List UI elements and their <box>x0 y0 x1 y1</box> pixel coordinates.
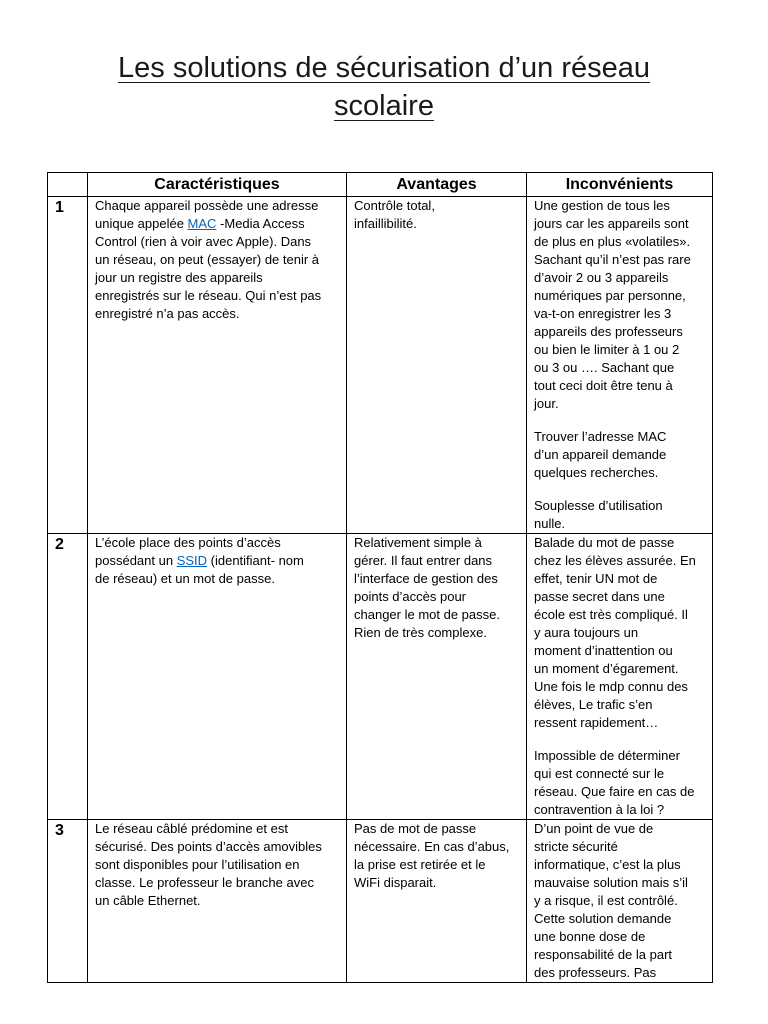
text-line: d’un appareil demande <box>534 447 667 462</box>
table-header-row <box>48 173 713 197</box>
text-line: points d’accès pour <box>354 589 467 604</box>
paragraph <box>534 497 708 533</box>
cell-caracteristiques <box>88 820 347 983</box>
page-title-text: Les solutions de sécurisation d’un réseau <box>118 52 650 84</box>
paragraph <box>534 820 708 982</box>
text-line: réseau. Que faire en cas de <box>534 784 695 799</box>
header-caracteristiques: Caractéristiques <box>88 173 347 197</box>
text-fragment: (identifiant- nom <box>207 553 304 568</box>
table-body <box>48 197 713 983</box>
cell-avantages <box>347 197 527 534</box>
paragraph <box>534 428 708 482</box>
text-line: Le réseau câblé prédomine et est <box>95 821 288 836</box>
comparison-table <box>47 172 713 983</box>
text-line: Contrôle total, <box>354 198 435 213</box>
text-line: nécessaire. En cas d’abus, <box>354 839 510 854</box>
cell-inconvenients <box>527 197 713 534</box>
row-number: 1 <box>55 199 64 216</box>
text-line: infaillibilité. <box>354 216 417 231</box>
text-line: appareils des professeurs <box>534 324 683 339</box>
text-line: ou bien le limiter à 1 ou 2 <box>534 342 680 357</box>
text-line: un réseau, on peut (essayer) de tenir à <box>95 252 320 267</box>
text-line: y a risque, il est contrôlé. <box>534 893 678 908</box>
text-line: Cette solution demande <box>534 911 672 926</box>
header-number-cell <box>48 173 88 197</box>
text-line <box>95 552 342 570</box>
row-number-cell <box>48 534 88 820</box>
header-inconvenients: Inconvénients <box>527 173 713 197</box>
text-line: WiFi disparait. <box>354 875 437 890</box>
text-line: informatique, c’est la plus <box>534 857 681 872</box>
cell-inconvenients <box>527 534 713 820</box>
text-line: ressent rapidement… <box>534 715 659 730</box>
text-fragment: possédant un <box>95 553 177 568</box>
text-line: Balade du mot de passe <box>534 535 675 550</box>
page-title-line <box>0 87 768 125</box>
text-line: changer le mot de passe. <box>354 607 500 622</box>
text-line: Une gestion de tous les <box>534 198 670 213</box>
text-line: tout ceci doit être tenu à <box>534 378 673 393</box>
row-number-cell <box>48 197 88 534</box>
text-line: Control (rien à voir avec Apple). Dans <box>95 234 312 249</box>
text-line: chez les élèves assurée. En <box>534 553 696 568</box>
text-line: moment d’inattention ou <box>534 643 673 658</box>
row-number: 3 <box>55 822 64 839</box>
row-number-cell <box>48 820 88 983</box>
text-line: des professeurs. Pas <box>534 965 657 980</box>
text-line: Rien de très complexe. <box>354 625 487 640</box>
text-line: école est très compliqué. Il <box>534 607 688 622</box>
cell-avantages <box>347 820 527 983</box>
text-line: ou 3 ou …. Sachant que <box>534 360 675 375</box>
text-line: passe secret dans une <box>534 589 665 604</box>
text-fragment: -Media Access <box>216 216 305 231</box>
ssid-link[interactable]: SSID <box>176 553 208 568</box>
page-title <box>0 49 768 125</box>
text-line: une bonne dose de <box>534 929 646 944</box>
header-avantages: Avantages <box>347 173 527 197</box>
text-line: contravention à la loi ? <box>534 802 665 817</box>
paragraph <box>534 747 708 819</box>
page-title-line <box>0 49 768 87</box>
text-line: d’avoir 2 ou 3 appareils <box>534 270 669 285</box>
text-line: Trouver l’adresse MAC <box>534 429 667 444</box>
text-line: gérer. Il faut entrer dans <box>354 553 493 568</box>
cell-avantages <box>347 534 527 820</box>
text-line: effet, tenir UN mot de <box>534 571 658 586</box>
text-line: qui est connecté sur le <box>534 766 665 781</box>
text-line: élèves, Le trafic s’en <box>534 697 653 712</box>
text-fragment: unique appelée <box>95 216 188 231</box>
text-line: mauvaise solution mais s’il <box>534 875 688 890</box>
table-row <box>48 197 713 534</box>
text-line: D’un point de vue de <box>534 821 654 836</box>
text-line: Souplesse d’utilisation <box>534 498 663 513</box>
paragraph <box>534 534 708 732</box>
text-line: stricte sécurité <box>534 839 618 854</box>
text-line: jour un registre des appareils <box>95 270 263 285</box>
text-line: numériques par personne, <box>534 288 686 303</box>
text-line: y aura toujours un <box>534 625 639 640</box>
text-line: enregistré n’a pas accès. <box>95 306 240 321</box>
text-line: de plus en plus «volatiles». <box>534 234 691 249</box>
text-line <box>95 215 342 233</box>
table-head <box>48 173 713 197</box>
cell-inconvenients <box>527 820 713 983</box>
page-title-text: scolaire <box>334 90 434 122</box>
text-line: Pas de mot de passe <box>354 821 477 836</box>
text-line: va-t-on enregistrer les 3 <box>534 306 672 321</box>
table-row <box>48 820 713 983</box>
text-line: responsabilité de la part <box>534 947 673 962</box>
cell-caracteristiques <box>88 197 347 534</box>
cell-caracteristiques <box>88 534 347 820</box>
text-line: sont disponibles pour l’utilisation en <box>95 857 300 872</box>
mac-link[interactable]: MAC <box>187 216 217 231</box>
text-line: un moment d’égarement. <box>534 661 679 676</box>
text-line: un câble Ethernet. <box>95 893 201 908</box>
text-line: quelques recherches. <box>534 465 659 480</box>
text-line: la prise est retirée et le <box>354 857 486 872</box>
row-number: 2 <box>55 536 64 553</box>
text-line: jours car les appareils sont <box>534 216 689 231</box>
text-line: l’interface de gestion des <box>354 571 498 586</box>
text-line: jour. <box>534 396 559 411</box>
text-line: Une fois le mdp connu des <box>534 679 688 694</box>
text-line: Impossible de déterminer <box>534 748 680 763</box>
text-line: de réseau) et un mot de passe. <box>95 571 275 586</box>
text-line: L’école place des points d’accès <box>95 535 281 550</box>
text-line: nulle. <box>534 516 566 531</box>
table-row <box>48 534 713 820</box>
text-line: classe. Le professeur le branche avec <box>95 875 314 890</box>
text-line: Chaque appareil possède une adresse <box>95 198 319 213</box>
text-line: Sachant qu’il n’est pas rare <box>534 252 691 267</box>
text-line: sécurisé. Des points d’accès amovibles <box>95 839 322 854</box>
paragraph <box>534 197 708 413</box>
text-line: Relativement simple à <box>354 535 482 550</box>
text-line: enregistrés sur le réseau. Qui n’est pas <box>95 288 322 303</box>
